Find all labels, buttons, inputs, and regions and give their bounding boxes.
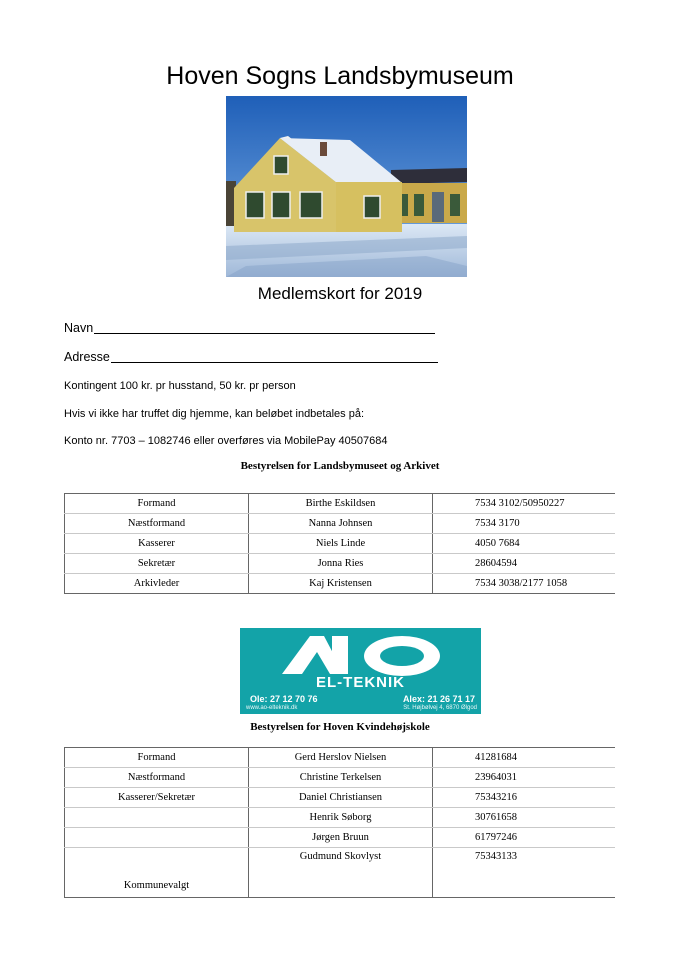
name-label: Navn	[64, 321, 94, 335]
name-cell: Henrik Søborg	[249, 808, 433, 828]
table-row	[65, 494, 616, 514]
payment-intro-text: Hvis vi ikke har truffet dig hjemme, kan beløbet indbetales på:	[64, 408, 365, 420]
role-cell	[65, 828, 249, 848]
phone-cell: 61797246	[433, 828, 616, 848]
board1-table	[64, 493, 615, 594]
name-cell: Gerd Herslov Nielsen	[249, 748, 433, 768]
phone-cell: 28604594	[433, 554, 616, 574]
museum-house-image	[226, 96, 467, 277]
name-input-line[interactable]	[94, 319, 435, 334]
name-cell: Gudmund Skovlyst	[249, 848, 433, 898]
name-cell: Jørgen Bruun	[249, 828, 433, 848]
role-cell: Sekretær	[65, 554, 249, 574]
logo-phone-ole: Ole: 27 12 70 76	[250, 694, 318, 704]
phone-cell: 75343133	[433, 848, 616, 898]
table-row	[65, 788, 616, 808]
address-input-line[interactable]	[111, 348, 438, 363]
name-cell: Christine Terkelsen	[249, 768, 433, 788]
board2-heading: Bestyrelsen for Hoven Kvindehøjskole	[250, 721, 430, 733]
role-cell: Arkivleder	[65, 574, 249, 594]
table-row	[65, 808, 616, 828]
account-text: Konto nr. 7703 – 1082746 eller overføres via MobilePay 40507684	[64, 435, 388, 447]
name-cell: Kaj Kristensen	[249, 574, 433, 594]
logo-phone-alex: Alex: 21 26 71 17	[402, 694, 475, 704]
phone-cell: 75343216	[433, 788, 616, 808]
role-cell: Formand	[65, 494, 249, 514]
name-cell: Niels Linde	[249, 534, 433, 554]
phone-cell: 7534 3038/2177 1058	[433, 574, 616, 594]
role-cell: Kasserer/Sekretær	[65, 788, 249, 808]
table-row	[65, 574, 616, 594]
logo-address: St. Højbølvej 4, 6870 Ølgod	[403, 705, 477, 711]
board1-heading: Bestyrelsen for Landsbymuseet og Arkivet	[240, 460, 440, 472]
role-cell: Formand	[65, 748, 249, 768]
name-cell: Birthe Eskildsen	[249, 494, 433, 514]
role-cell	[65, 808, 249, 828]
logo-web: www.ao-elteknik.dk	[246, 705, 298, 711]
role-cell: Kasserer	[65, 534, 249, 554]
table-row	[65, 534, 616, 554]
role-cell: Kommunevalgt	[65, 848, 249, 898]
phone-cell: 30761658	[433, 808, 616, 828]
board2-table	[64, 747, 615, 898]
name-cell: Jonna Ries	[249, 554, 433, 574]
membership-title: Medlemskort for 2019	[257, 284, 423, 303]
address-label: Adresse	[64, 350, 110, 364]
table-row	[65, 514, 616, 534]
role-cell: Næstformand	[65, 768, 249, 788]
museum-photo	[226, 96, 467, 277]
logo-name: EL-TEKNIK	[316, 674, 405, 691]
phone-cell: 4050 7684	[433, 534, 616, 554]
phone-cell: 23964031	[433, 768, 616, 788]
name-cell: Nanna Johnsen	[249, 514, 433, 534]
table-row	[65, 554, 616, 574]
fee-text: Kontingent 100 kr. pr husstand, 50 kr. pr person	[64, 380, 296, 392]
table-row	[65, 828, 616, 848]
name-cell: Daniel Christiansen	[249, 788, 433, 808]
table-row	[65, 748, 616, 768]
phone-cell: 7534 3170	[433, 514, 616, 534]
page-title: Hoven Sogns Landsbymuseum	[166, 62, 514, 90]
phone-cell: 41281684	[433, 748, 616, 768]
ao-el-teknik-logo	[240, 628, 481, 714]
table-row	[65, 848, 616, 898]
role-cell: Næstformand	[65, 514, 249, 534]
phone-cell: 7534 3102/50950227	[433, 494, 616, 514]
table-row	[65, 768, 616, 788]
